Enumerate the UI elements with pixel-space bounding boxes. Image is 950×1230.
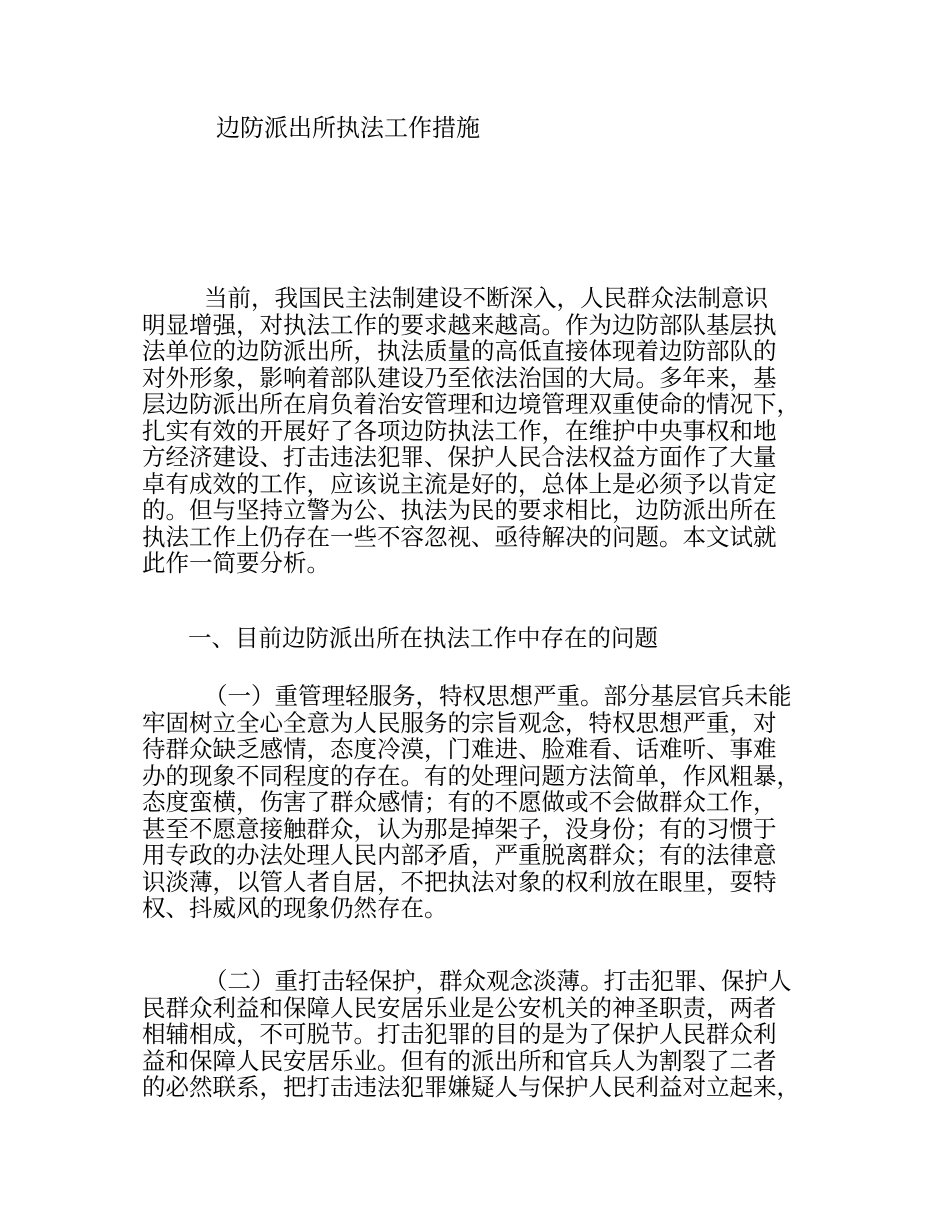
text-line: 权、抖威风的现象仍然存在。 [142,894,448,922]
text-line: 此作一简要分析。 [142,549,330,577]
text-line: 甚至不愿意接触群众，认为那是掉架子，没身份；有的习惯于 [142,814,777,843]
text-line: 民群众利益和保障人民安居乐业是公安机关的神圣职责，两者 [142,993,777,1022]
text-line: 卓有成效的工作，应该说主流是好的，总体上是必须予以肯定 [142,469,777,498]
text-line: 态度蛮横，伤害了群众感情；有的不愿做或不会做群众工作， [142,788,777,816]
text-line: 明显增强，对执法工作的要求越来越高。作为边防部队基层执 [142,310,777,339]
text-line: （二）重打击轻保护，群众观念淡薄。打击犯罪、保护人 [204,967,792,995]
text-line: 当前，我国民主法制建设不断深入，人民群众法制意识 [204,284,768,312]
text-line: 扎实有效的开展好了各项边防执法工作，在维护中央事权和地 [142,416,777,445]
document-title: 边防派出所执法工作措施 [216,114,480,142]
text-line: 执法工作上仍存在一些不容忽视、亟待解决的问题。本文试就 [142,522,777,551]
paragraph-item-1 [142,683,832,922]
text-line: 层边防派出所在肩负着治安管理和边境管理双重使命的情况下， [142,390,800,418]
text-line: 法单位的边防派出所，执法质量的高低直接体现着边防部队的 [142,337,777,365]
paragraph-intro [142,285,832,577]
paragraph-item-2 [142,968,832,1101]
text-line: 益和保障人民安居乐业。但有的派出所和官兵人为割裂了二者 [142,1046,777,1075]
text-line: 待群众缺乏感情，态度冷漠，门难进、脸难看、话难听、事难 [142,735,777,763]
text-line: 方经济建设、打击违法犯罪、保护人民合法权益方面作了大量 [142,443,777,471]
section-heading [142,625,832,652]
text-line: 用专政的办法处理人民内部矛盾，严重脱离群众；有的法律意 [142,841,777,869]
heading-line: 一、目前边防派出所在执法工作中存在的问题 [188,624,658,652]
text-line: （一）重管理轻服务，特权思想严重。部分基层官兵未能 [204,682,792,710]
text-line: 识淡薄，以管人者自居，不把执法对象的权利放在眼里，耍特 [142,867,777,896]
text-line: 办的现象不同程度的存在。有的处理问题方法简单，作风粗暴， [142,761,800,790]
text-line: 牢固树立全心全意为人民服务的宗旨观念，特权思想严重，对 [142,708,777,737]
text-line: 对外形象，影响着部队建设乃至依法治国的大局。多年来，基 [142,363,777,392]
text-line: 的。但与坚持立警为公、执法为民的要求相比，边防派出所在 [142,496,777,524]
text-line: 相辅相成，不可脱节。打击犯罪的目的是为了保护人民群众利 [142,1020,777,1048]
text-line: 的必然联系，把打击违法犯罪嫌疑人与保护人民利益对立起来， [142,1073,800,1101]
